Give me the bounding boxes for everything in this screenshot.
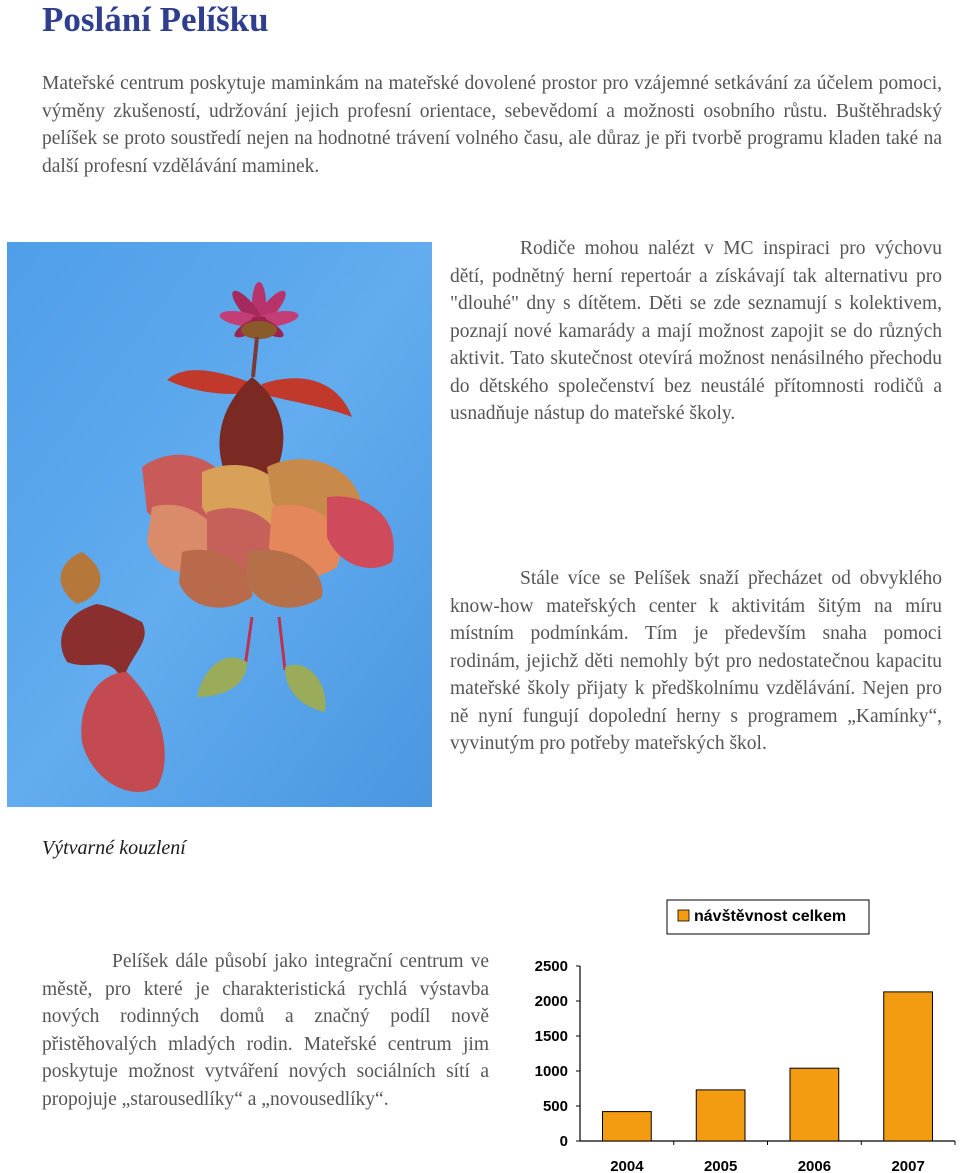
y-tick-label: 1000: [534, 1063, 568, 1080]
page-title: Poslání Pelíšku: [42, 0, 269, 39]
x-tick-label-2005: 2005: [703, 1158, 738, 1173]
y-tick-label: 1500: [534, 1028, 568, 1045]
x-tick-label-2007: 2007: [891, 1158, 925, 1173]
intro-paragraph: Mateřské centrum poskytuje maminkám na mateřské dovolené prostor pro vzájemné setkávání za účelem pomoci, výměny zkušeností, udržování jejich profesní orientace, sebevědomí a možnosti osobního růstu. Buštěhradský pelíšek se proto soustředí nejen na hodnotné trávení volného času, ale důraz je při tvorbě programu kladen také na další profesní vzdělávání maminek.: [42, 73, 942, 177]
activities-paragraph: Stále více se Pelíšek snaží přecházet od obvyklého know-how mateřských center k aktivitám šitým na míru místním podmínkám. Tím je především snaha pomoci rodinám, jejichž děti nemohly být pro nedostatečnou kapacitu mateřské školy přijaty k předškolnímu vzdělávání. Nejen pro ně nyní fungují dopolední herny s programem „Kamínky“, vyvinutým pro potřeby mateřských škol.: [450, 568, 942, 754]
y-tick-label: 2000: [534, 993, 568, 1010]
y-tick-label: 500: [542, 1098, 568, 1115]
chart-legend: [667, 900, 869, 934]
leaf-collage-image: [7, 242, 432, 807]
integration-paragraph: Pelíšek dále působí jako integrační centrum ve městě, pro které je charakteristická rychlá výstavba nových rodinných domů a značný podíl nově přistěhovalých mladých rodin. Mateřské centrum jim poskytuje možnost vytváření nových sociálních sítí a propojuje „starousedlíky“ a „novousedlíky“.: [42, 951, 489, 1110]
y-tick-label: 0: [559, 1133, 568, 1150]
bar-2004: [603, 1112, 652, 1141]
x-tick-label-2006: 2006: [797, 1158, 832, 1173]
attendance-chart: [520, 895, 960, 1173]
y-tick-label: 2500: [534, 958, 568, 975]
x-tick-label-2004: 2004: [610, 1158, 644, 1173]
image-caption: Výtvarné kouzlení: [42, 837, 186, 859]
legend-swatch: [678, 910, 689, 921]
parents-paragraph: Rodiče mohou nalézt v MC inspiraci pro výchovu dětí, podnětný herní repertoár a získávají tak alternativu pro "dlouhé" dny s dítětem. Děti se zde seznamují s kolektivem, poznají nové kamarády a mají možnost zapojit se do různých aktivit. Tato skutečnost otevírá možnost nenásilného přechodu do dětského společenství bez neustálé přítomnosti rodičů a usnadňuje nástup do mateřské školy.: [450, 238, 942, 424]
bar-2005: [696, 1090, 745, 1141]
legend-label: návštěvnost celkem: [694, 908, 847, 925]
bar-2007: [884, 992, 933, 1141]
bar-2006: [790, 1068, 839, 1141]
